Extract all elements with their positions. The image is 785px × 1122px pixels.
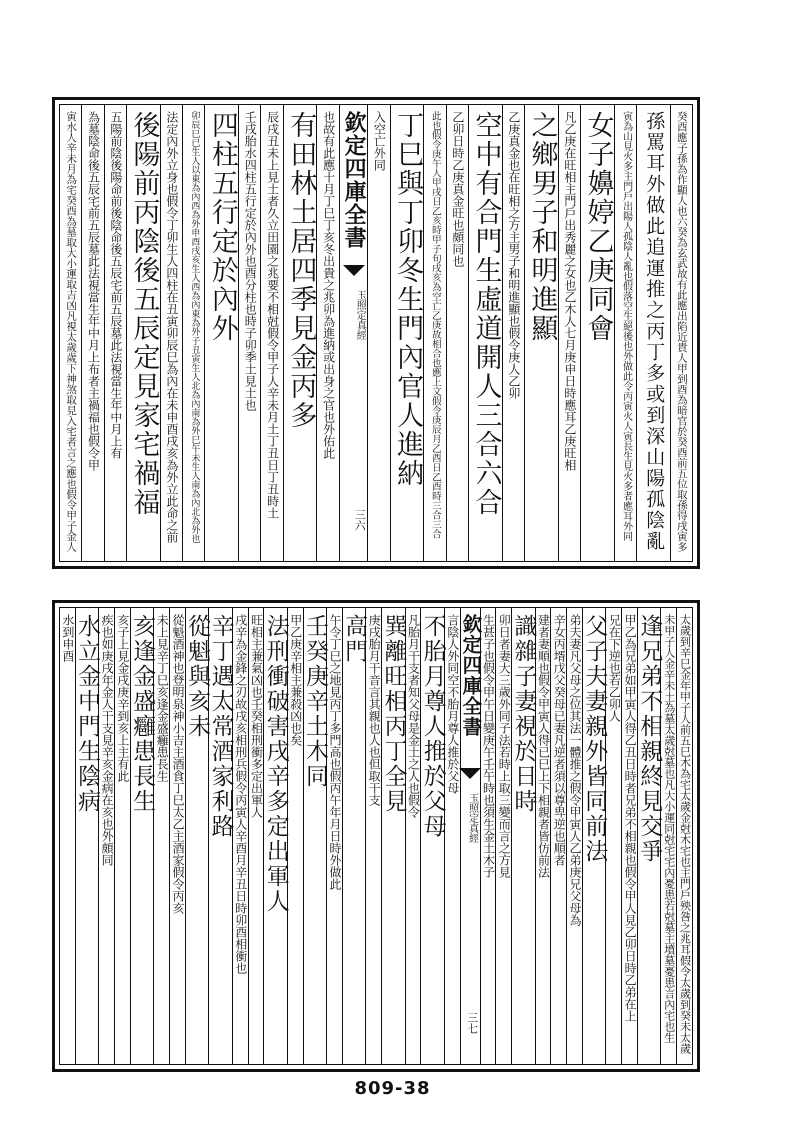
bottom-column-20 [326,608,342,1064]
top-text-line-8: 空中有合門生虛道開人三合六合 [470,111,502,517]
bottom-column-6 [582,608,606,1064]
bottom-column-33 [75,608,99,1064]
top-text-line-11: 丁巳與丁卯冬生門內官人進納 [392,111,424,488]
bottom-text-line-23: 法刑衝破害戌辛多定出軍人 [262,614,289,914]
top-text-line-5: 凡乙庚在旺相主門戶出秀麗之女也乙木人七月庚申日時應耳乙庚旺相 [562,111,577,471]
bottom-text-line-32: 疾也如庚戌年金人干支見辛亥金病在亥也外頗同 [100,614,115,866]
bottom-column-32 [98,608,114,1064]
top-page-frame [59,104,693,562]
bottom-text-line-11: 卯日者妻大三歲外同子法若時上取三變而言之方見 [497,614,512,878]
bottom-text-line-3: 逢兄弟不相親終見交爭 [636,614,663,864]
bottom-column-4 [621,608,637,1064]
top-column-2 [636,105,670,561]
top-text-line-18: 四柱五行定於內外 [206,111,238,343]
top-text-line-24: 寅水人辛未月為宅癸酉為墓取大小運取吉凶凡視太歲歲下神煞取見入宅者言之應也假令甲子金人 [65,111,78,552]
top-text-line-17: 壬戌胎水四柱五行定於內外也酉分柱也時子卯季土見土也 [243,111,258,411]
bottom-column-29 [153,608,169,1064]
top-column-1 [670,105,692,561]
top-column-21 [126,105,160,561]
bottom-text-line-26: 辛丁遇太常酒家利路 [207,614,234,839]
bottom-column-23 [263,608,287,1064]
top-column-3 [614,105,636,561]
bottom-page-frame [59,607,693,1065]
top-column-8 [468,105,502,561]
bottom-text-line-16: 凡胎月干支者知父母是金土之人也假令 [406,614,421,818]
top-column-6 [524,105,558,561]
top-text-line-1: 癸酉應子孫為作顯人也六癸為玄武故有此應出陷近貴人甲到酉為暗官於癸酉前五位取孫得戌寅多 [675,111,688,552]
top-column-12 [367,105,389,561]
bottom-text-line-7: 弟夫妻凡父母之位其法一體推之假令甲寅人乙弟庚兄父母為 [568,614,583,926]
bottom-page-panel [52,600,700,1072]
top-column-23 [81,105,103,561]
bottom-column-17 [381,608,405,1064]
bottom-column-13 [459,608,483,1064]
bottom-text-line-4: 甲乙為兄弟如甲寅人得乙丑日時者兄弟不相親也假令甲人見乙卯日時乙弟在上 [623,614,638,1022]
top-column-4 [580,105,614,561]
bottom-text-line-33: 水立金中門生陰病 [74,614,101,814]
bottom-text-line-19: 高門 [341,614,368,664]
top-edition-title: 玉照定真經 [354,290,366,340]
top-column-20 [160,105,182,561]
bottom-column-18 [365,608,381,1064]
bottom-text-line-24: 旺相主兼氣凶也壬癸相刑衝多定出軍人 [249,614,264,818]
bottom-column-25 [232,608,248,1064]
bottom-text-line-15: 不胎月尊人推於父母 [419,614,446,839]
bottom-column-15 [420,608,444,1064]
bottom-folio-number: 三七 [465,1012,479,1034]
top-column-19 [182,105,204,561]
bottom-text-line-14: 言陰人外同空不胎月尊人推於父母 [445,614,460,794]
bottom-column-7 [566,608,582,1064]
bottom-column-27 [185,608,209,1064]
top-column-7 [502,105,524,561]
top-text-line-2: 孫罵耳外做此追運推之丙丁多或到深山陽孤陰亂 [643,111,666,552]
top-column-16 [260,105,282,561]
bottom-text-line-17: 巽離旺相丙丁全見 [380,614,407,814]
bottom-text-line-2: 未甲子人金辛未土為墓太歲尅墓也凡大小運同尅宅宅內憂患若尅墓主墳墓憂患言內宅也生 [662,614,676,1043]
bottom-column-1 [676,608,692,1064]
bottom-column-2 [660,608,676,1064]
top-column-9 [446,105,468,561]
bottom-column-19 [342,608,366,1064]
bottom-column-21 [303,608,327,1064]
bottom-series-title: 欽定四庫全書 [459,614,483,737]
bottom-text-line-10: 識雜子妻視於日時 [510,614,537,814]
top-text-line-10: 此也假令庚午人甲戌日乙亥時甲子旬戌亥為空亡乙庚故相合也應上文假令庚辰月乙酉日乙酉時三合三合 [429,111,441,539]
bottom-column-28 [169,608,185,1064]
bottom-text-line-18: 庚戌胎月干音言其親也人也但取干支 [367,614,382,806]
top-folio-number: 三六 [353,509,367,531]
bottom-text-line-12: 生甚子也假令甲午日變庚午壬午時也須生金土木子 [481,614,496,878]
bottom-fishtail-mark [459,768,481,779]
page-number: 809-38 [354,1078,431,1099]
top-column-18 [204,105,238,561]
bottom-column-14 [444,608,460,1064]
bottom-column-30 [130,608,154,1064]
bottom-column-10 [511,608,535,1064]
top-column-17 [238,105,260,561]
bottom-text-line-5: 兄在下逆也若乙卯人 [607,614,622,722]
bottom-text-line-34: 水到申酉 [60,614,75,662]
top-column-5 [558,105,580,561]
top-text-line-23: 為墓陰命後五辰宅前五辰墓此法視當生年中月上布者主禍福也假令甲 [86,111,101,471]
bottom-page-columns [60,608,692,1064]
bottom-text-line-28: 從魁酒神也登明泉神小吉主酒食丁巳太乙主酒家假令丙亥 [170,614,185,914]
bottom-column-8 [550,608,566,1064]
top-text-line-21: 後陽前丙陰後五辰定見家宅禍福 [128,111,160,517]
top-page-columns [60,105,692,561]
top-text-line-7: 乙庚真金也在旺相之方主男子和明進顯也假令庚人乙卯 [506,111,521,399]
top-column-22 [104,105,126,561]
bottom-text-line-9: 建者妻順也假令甲寅人得已巳上下相親者皆仿前法 [536,614,551,878]
top-series-title: 欽定四庫全書 [341,111,368,249]
bottom-text-line-25: 戌辛為金鋒之刃故戌亥相刑兵假令丙寅人辛酉月辛丑日時卯酉相衝也 [233,614,248,974]
top-text-line-22: 五陽前陰後陽命前後陰命後五辰宅前五辰墓此法視當生年中月上有 [108,111,123,459]
bottom-column-3 [637,608,661,1064]
top-text-line-15: 有田林土居四季見金丙多 [285,111,317,430]
bottom-text-line-22: 甲乙庚辛相主兼殺凶也矣 [288,614,303,746]
top-text-line-3: 寅為山見火多主門戶出陽人孤陰人亂也假落空生絕後也外做此令丙寅火人寅長生見火多者應耳外同 [620,111,632,541]
bottom-text-line-21: 壬癸庚辛土木同 [301,614,328,789]
bottom-text-line-27: 從魁與亥未 [184,614,211,739]
bottom-edition-title: 玉照定真經 [466,793,478,843]
top-text-line-4: 女子嬶婷乙庚同會 [582,111,614,343]
top-column-24 [60,105,81,561]
bottom-column-5 [605,608,621,1064]
bottom-text-line-8: 辛女丙壻戊父癸母已妻凡逆者須以尊卑逆也順者 [552,614,567,866]
bottom-column-22 [287,608,303,1064]
top-text-line-14: 也故有此應十月丁巳丁亥冬出貴之兆卯為進納或出身之官也外佑此 [321,111,336,459]
top-fishtail-mark [343,265,365,276]
bottom-column-9 [535,608,551,1064]
bottom-text-line-29: 未上見辛丁巳亥逢金盛癰患長生 [155,614,170,782]
top-column-10 [423,105,445,561]
bottom-column-24 [248,608,264,1064]
top-column-14 [316,105,338,561]
bottom-column-16 [405,608,421,1064]
bottom-text-line-20: 午令丁巳之地見丙丁多門高也假丙午年月日時外做此 [328,614,343,890]
bottom-column-34 [60,608,75,1064]
bottom-column-26 [208,608,232,1064]
bottom-text-line-6: 父子夫妻親外皆同前法 [581,614,608,864]
top-text-line-16: 辰戌丑未上見土者久立田園之兆要不相尅假令甲子人辛未月土丁丑日丁丑時土 [265,111,280,519]
bottom-column-31 [114,608,130,1064]
top-text-line-12: 入空亡外同 [372,111,387,171]
top-text-line-6: 之鄉男子和明進顯 [526,111,558,343]
top-column-15 [283,105,317,561]
top-text-line-9: 乙卯日時乙庚真金旺也頗同也 [450,111,465,267]
top-text-line-20: 法定內外立身也假令丁卯生人四柱在丑寅卯辰巳為內在未申酉戌亥為外立此命之前 [164,111,179,543]
bottom-text-line-30: 亥逢金盛癰患長生 [129,614,156,814]
top-page-panel [52,97,700,569]
bottom-text-line-31: 亥子上見金戌庚辛到亥上主有此 [115,614,130,782]
top-column-13 [339,105,367,561]
bottom-text-line-1: 太歲到辛巳金年甲子人前五巳木為宅太歲金尅木宅也主門戶殃咎之兆耳假令太歲到癸未太歲 [678,614,692,1054]
top-text-line-19: 卯辰巳已生人以東為內西為外申酉戌亥生人西為內東為外子丑寅生人北為內南為外巳午未生人南為內北為外也 [189,111,200,543]
bottom-column-11 [495,608,511,1064]
top-column-11 [390,105,424,561]
